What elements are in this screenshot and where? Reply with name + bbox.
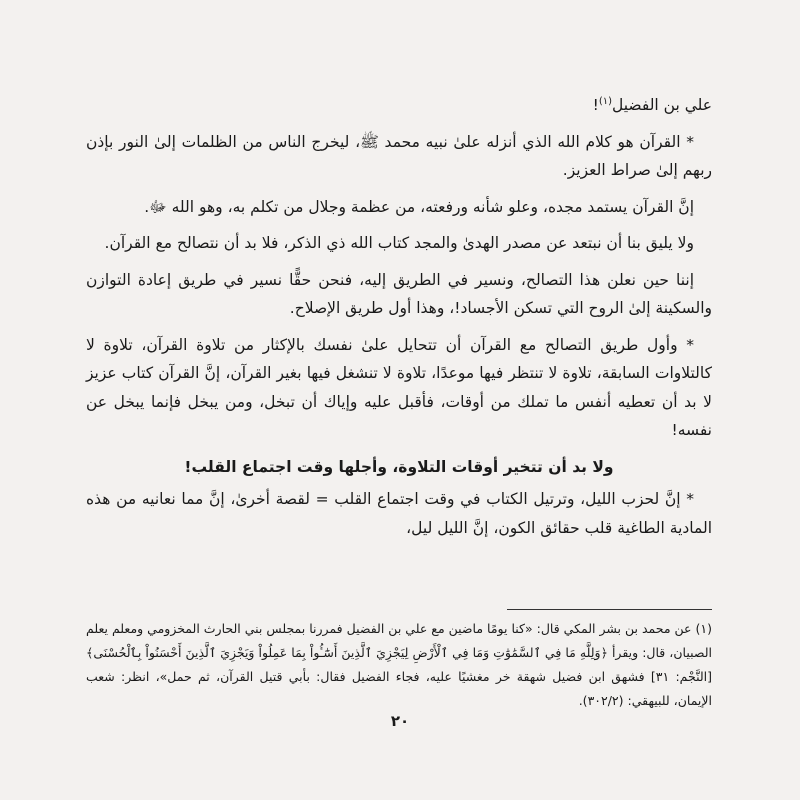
paragraph: * وأول طريق التصالح مع القرآن أن تتحايل علىٰ نفسك بالإكثار من تلاوة القرآن، تلاوة لا كالتلاوات السابقة، تلاوة لا تنتظر فيها موعدًا، تلاوة لا تنشغل فيها بغير القرآن، إنَّ القرآن كتاب عزيز لا بد أن تعطيه أنفس ما تملك من أوقات، فأقبل عليه وإياك أن تبخل، ومن يبخل فإنما يبخل عن نفسه!: [86, 335, 712, 440]
paragraph: ولا يليق بنا أن نبتعد عن مصدر الهدىٰ والمجد كتاب الله ذي الذكر، فلا بد أن نتصالح مع القرآن.: [104, 234, 694, 253]
page-number: ٢٠: [390, 712, 410, 730]
paragraph: إنَّ القرآن يستمد مجده، وعلو شأنه ورفعته، من عظمة وجلال من تكلم به، وهو الله ﷻ.: [144, 197, 694, 216]
section-heading: ولا بد أن تتخير أوقات التلاوة، وأجلها وقت اجتماع القلب!: [184, 457, 614, 476]
opening-exclamation: !: [592, 96, 599, 115]
footnote-divider: [507, 609, 712, 610]
opening-name: علي بن الفضيل: [612, 96, 712, 115]
main-text: [86, 88, 712, 542]
opening-line: [86, 88, 712, 120]
paragraph: إننا حين نعلن هذا التصالح، ونسير في الطريق إليه، فنحن حقًّا نسير في طريق إعادة التوازن والسكينة إلىٰ الروح التي تسكن الأجساد!، وهذا أول طريق الإصلاح.: [86, 270, 712, 318]
paragraph: * القرآن هو كلام الله الذي أنزله علىٰ نبيه محمد ﷺ، ليخرج الناس من الظلمات إلىٰ النور بإذن ربهم إلىٰ صراط العزيز.: [86, 132, 712, 180]
paragraph: * إنَّ لحزب الليل، وترتيل الكتاب في وقت اجتماع القلب = لقصة أخرىٰ، إنَّ مما نعانيه من هذه المادية الطاغية قلب حقائق الكون، إنَّ الليل ليل،: [86, 490, 712, 537]
footnote-reference: (١): [598, 96, 612, 107]
footnote: (١) عن محمد بن بشر المكي قال: «كنا يومًا ماضين مع علي بن الفضيل فمررنا بمجلس بني الحارث المخزومي ومعلم يعلم الصبيان، قال: ويقرأ ﴿وَلِلَّهِ مَا فِي ٱلسَّمَٰوَٰتِ وَمَا فِي ٱلْأَرْضِ لِيَجْزِيَ ٱلَّذِينَ أَسَٰٓـُٔواْ بِمَا عَمِلُواْ وَيَجْزِيَ ٱلَّذِينَ أَحْسَنُواْ بِٱلْحُسْنَى﴾ [النَّجْم: ٣١] فشهق ابن فضيل شهقة خر مغشيًا عليه، فجاء الفضيل فقال: بأبي قتيل القرآن، ثم حمل»، انظر: شعب الإيمان، للبيهقي: (٣٠٢/٢).: [86, 621, 712, 708]
